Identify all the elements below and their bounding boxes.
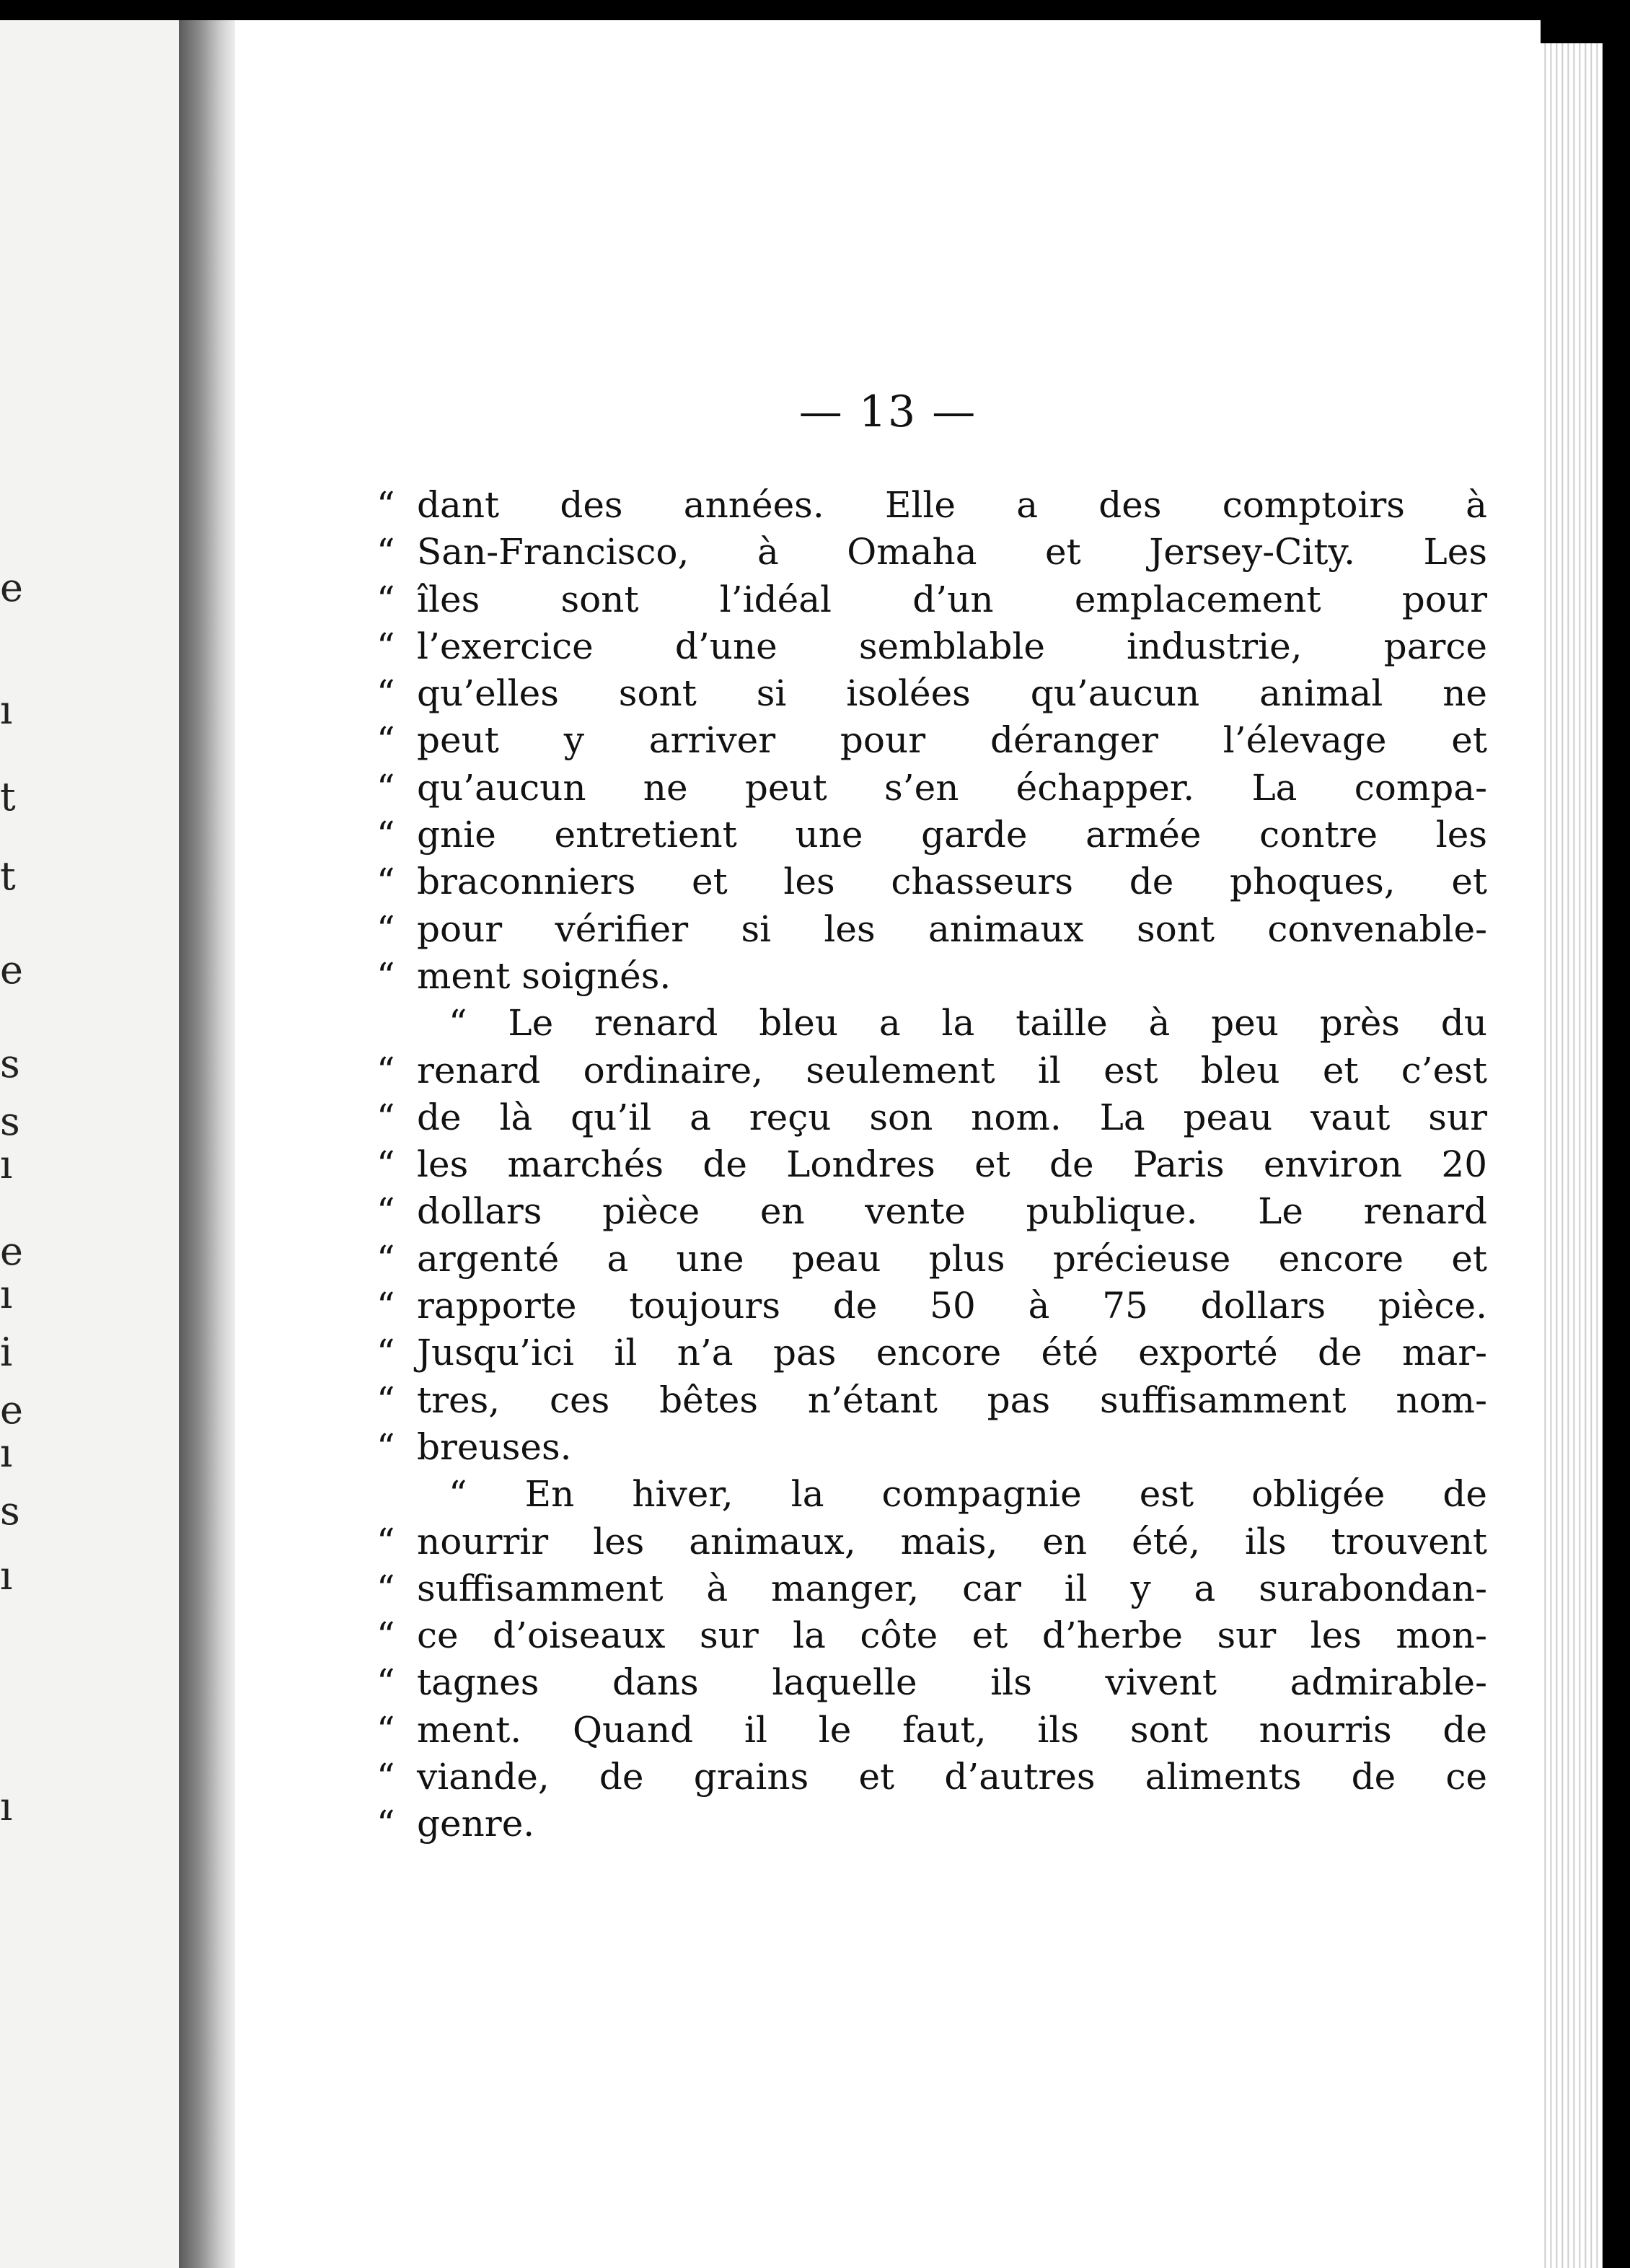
quote-mark: “ [376, 907, 395, 950]
quote-mark: “ [376, 954, 395, 997]
text-line [376, 1754, 1487, 1801]
quote-mark: “ [376, 1708, 395, 1751]
facing-page-fragment: e [0, 1387, 23, 1433]
text-line [376, 1471, 1487, 1518]
quote-mark: “ [376, 484, 395, 526]
line-text: breuses. [417, 1425, 572, 1468]
quote-mark: “ [376, 1190, 395, 1233]
quote-mark: “ [376, 1425, 395, 1468]
binding-gutter [179, 20, 235, 2268]
quote-mark: “ [376, 1379, 395, 1421]
line-text: dant des années. Elle a des comptoirs à [417, 484, 1487, 526]
quote-mark: “ [376, 719, 395, 762]
quote-mark: “ [376, 1803, 395, 1845]
text-line [376, 670, 1487, 717]
line-text: les marchés de Londres et de Paris environ 20 [417, 1143, 1487, 1186]
text-line [376, 1424, 1487, 1471]
text-line [376, 1377, 1487, 1424]
text-line [376, 717, 1487, 764]
line-text: qu’elles sont si isolées qu’aucun animal ne [417, 672, 1487, 715]
quote-mark: “ [376, 1143, 395, 1186]
line-text: San-Francisco, à Omaha et Jersey-City. Les [417, 531, 1487, 573]
facing-page-fragment: t [0, 774, 16, 819]
line-text: peut y arriver pour déranger l’élevage et [417, 719, 1487, 762]
line-text: l’exercice d’une semblable industrie, parce [417, 625, 1487, 667]
facing-page-fragment: ı [0, 1784, 13, 1829]
quote-mark: “ [376, 1520, 395, 1562]
page-fore-edge [1541, 43, 1603, 2268]
facing-page-fragment: i [0, 1329, 13, 1375]
quote-mark: “ [376, 1049, 395, 1091]
line-text: “ Le renard bleu a la taille à peu près du [449, 1002, 1487, 1045]
quote-mark: “ [376, 625, 395, 667]
text-line [376, 812, 1487, 858]
quote-mark: “ [376, 1285, 395, 1327]
text-line [376, 1236, 1487, 1283]
text-line [376, 1141, 1487, 1188]
line-text: dollars pièce en vente publique. Le renard [417, 1190, 1487, 1233]
line-text: tagnes dans laquelle ils vivent admirable- [417, 1661, 1487, 1704]
facing-page-sliver [0, 20, 179, 2268]
facing-page-fragment: ı [0, 1142, 13, 1187]
facing-page-fragment: s [0, 1488, 20, 1534]
facing-page-fragment: s [0, 1041, 20, 1086]
book-page [235, 20, 1541, 2268]
facing-page-fragment: e [0, 947, 23, 993]
text-line [376, 765, 1487, 812]
quote-mark: “ [376, 531, 395, 573]
page-number: — 13 — [798, 387, 977, 437]
line-text: “ En hiver, la compagnie est obligée de [449, 1473, 1487, 1516]
line-text: Jusqu’ici il n’a pas encore été exporté de mar- [417, 1332, 1487, 1374]
quote-mark: “ [376, 1237, 395, 1280]
quote-mark: “ [376, 861, 395, 903]
quote-mark: “ [376, 672, 395, 715]
line-text: pour vérifier si les animaux sont convenable- [417, 907, 1487, 950]
text-line [376, 1801, 1487, 1847]
line-text: de là qu’il a reçu son nom. La peau vaut sur [417, 1096, 1487, 1138]
line-text: viande, de grains et d’autres aliments de ce [417, 1756, 1487, 1798]
facing-page-fragment: s [0, 1099, 20, 1144]
text-line [376, 953, 1487, 1000]
text-line [376, 1188, 1487, 1235]
text-line [376, 1707, 1487, 1754]
quote-mark: “ [376, 766, 395, 809]
quote-mark: “ [376, 1567, 395, 1609]
text-line [376, 1565, 1487, 1612]
line-text: braconniers et les chasseurs de phoques, et [417, 861, 1487, 903]
text-line [376, 1047, 1487, 1094]
facing-page-fragment: ı [0, 1553, 13, 1599]
line-text: argenté a une peau plus précieuse encore et [417, 1237, 1487, 1280]
line-text: ment. Quand il le faut, ils sont nourris de [417, 1708, 1487, 1751]
text-line [376, 1329, 1487, 1376]
text-line [376, 1612, 1487, 1659]
body-text [376, 482, 1487, 1848]
line-text: rapporte toujours de 50 à 75 dollars pièce. [417, 1285, 1487, 1327]
line-text: genre. [417, 1803, 535, 1845]
line-text: suffisamment à manger, car il y a surabondan- [417, 1567, 1487, 1609]
facing-page-fragment: ı [0, 687, 13, 733]
line-text: nourrir les animaux, mais, en été, ils trouvent [417, 1520, 1487, 1562]
facing-page-fragment: t [0, 853, 16, 899]
text-line [376, 1659, 1487, 1706]
facing-page-fragment: ı [0, 1272, 13, 1317]
facing-page-fragment: e [0, 1228, 23, 1274]
quote-mark: “ [376, 814, 395, 856]
quote-mark: “ [376, 1661, 395, 1704]
text-line [376, 1518, 1487, 1565]
text-line [376, 1000, 1487, 1047]
text-line [376, 529, 1487, 576]
text-line [376, 906, 1487, 953]
quote-mark: “ [376, 1614, 395, 1657]
quote-mark: “ [376, 1096, 395, 1138]
text-line [376, 1283, 1487, 1329]
line-text: ce d’oiseaux sur la côte et d’herbe sur les mon- [417, 1614, 1487, 1657]
line-text: gnie entretient une garde armée contre les [417, 814, 1487, 856]
line-text: renard ordinaire, seulement il est bleu et c’est [417, 1049, 1487, 1091]
text-line [376, 576, 1487, 623]
text-line [376, 623, 1487, 670]
quote-mark: “ [376, 578, 395, 620]
facing-page-fragment: e [0, 565, 23, 610]
text-line [376, 1094, 1487, 1141]
facing-page-fragment: ı [0, 1430, 13, 1476]
quote-mark: “ [376, 1332, 395, 1374]
scan-border [1603, 0, 1630, 2268]
line-text: qu’aucun ne peut s’en échapper. La compa- [417, 766, 1487, 809]
line-text: îles sont l’idéal d’un emplacement pour [417, 578, 1487, 620]
text-line [376, 482, 1487, 529]
quote-mark: “ [376, 1756, 395, 1798]
text-line [376, 858, 1487, 905]
line-text: ment soignés. [417, 954, 671, 997]
line-text: tres, ces bêtes n’étant pas suffisamment nom- [417, 1379, 1487, 1421]
